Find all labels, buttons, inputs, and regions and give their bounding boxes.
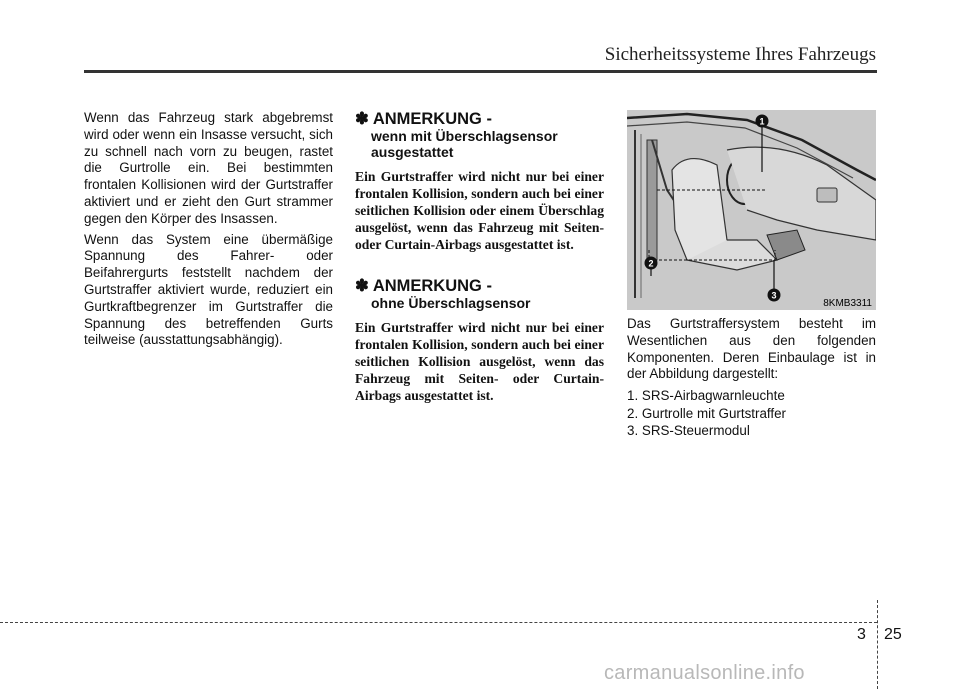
footer-divider <box>877 600 878 689</box>
callout-2: 2 <box>648 258 654 269</box>
callout-3: 3 <box>771 290 777 301</box>
column-middle <box>355 110 604 404</box>
list-item: 2. Gurtrolle mit Gurtstraffer <box>627 405 786 421</box>
note-with-rollover-sensor <box>355 110 604 253</box>
note-star-icon: ✽ <box>355 110 369 128</box>
note-heading <box>355 277 604 311</box>
column-right <box>627 110 876 440</box>
note-star-icon: ✽ <box>355 277 369 295</box>
page-number: 25 <box>884 626 902 643</box>
note-text: Ein Gurtstraffer wird nicht nur bei einer frontalen Kollision, sondern auch bei einer seitlichen Kollision ausgelöst, wenn das Fahrzeug mit Seiten- oder Curtain-Airbags ausgestattet ist. <box>355 320 604 403</box>
page-header-title: Sicherheitssysteme Ihres Fahrzeugs <box>604 44 876 65</box>
paragraph: Wenn das System eine übermäßige Spannung des Fahrer- oder Beifahrergurts feststellt nachdem der Gurtstraffer aktiviert wurde, reduziert ein Gurtkraftbegrenzer im Gurtstraffer die Spannung des betreffenden Gurts teilweise (ausstattungsabhängig). <box>84 231 333 348</box>
note-title: ANMERKUNG - <box>372 110 492 128</box>
car-interior-drawing <box>627 110 876 310</box>
list-item: 3. SRS-Steuermodul <box>627 423 750 439</box>
components-list <box>627 387 876 440</box>
header-rule <box>84 70 877 73</box>
note-subtitle: wenn mit Überschlagsensor <box>371 128 558 144</box>
note-without-rollover-sensor <box>355 277 604 404</box>
figure-code: 8KMB3311 <box>823 298 872 309</box>
note-heading <box>355 110 604 160</box>
column-left <box>84 110 333 353</box>
watermark: carmanualsonline.info <box>604 662 805 684</box>
components-intro: Das Gurtstraffersystem besteht im Wesentlichen aus den folgenden Komponenten. Deren Einbaulage ist in der Abbildung dargestellt: <box>627 316 876 382</box>
note-title: ANMERKUNG - <box>372 277 492 295</box>
note-subtitle: ohne Überschlagsensor <box>371 295 531 311</box>
paragraph: Wenn das Fahrzeug stark abgebremst wird oder wenn ein Insasse versucht, sich zu schnell nach vorn zu beugen, rastet die Gurtrolle ein. Bei bestimmten frontalen Kollisionen wird der Gurtstraffer aktiviert und er zieht den Gurt strammer gegen den Körper des Insassen. <box>84 110 333 226</box>
callout-1: 1 <box>759 116 765 127</box>
note-subtitle: ausgestattet <box>371 144 454 160</box>
footer-rule <box>0 622 877 623</box>
car-interior-illustration <box>627 110 876 310</box>
list-item: 1. SRS-Airbagwarnleuchte <box>627 388 785 404</box>
note-text: Ein Gurtstraffer wird nicht nur bei einer frontalen Kollision, sondern auch bei einer seitlichen Kollision oder einem Überschlag ausgelöst, wenn das Fahrzeug mit Seiten- oder Curtain-Airbags ausgestattet ist. <box>355 169 604 252</box>
chapter-number: 3 <box>857 626 866 643</box>
